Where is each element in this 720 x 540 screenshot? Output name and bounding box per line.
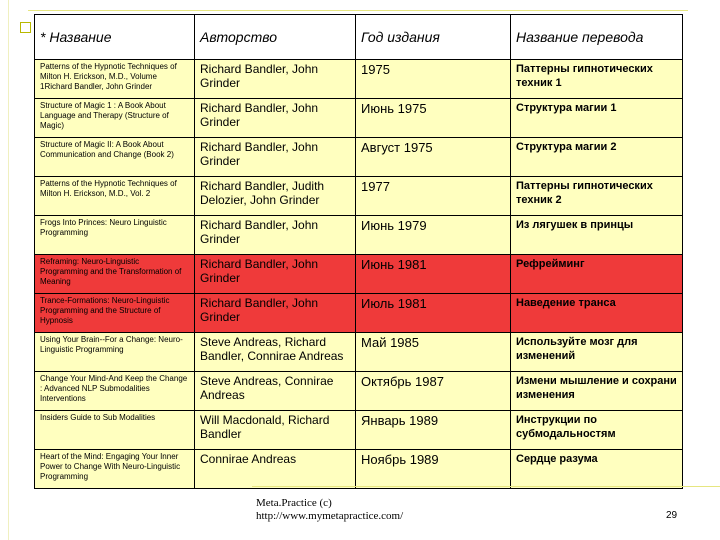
cell-year: Июнь 1981	[356, 255, 511, 294]
cell-translation: Паттерны гипнотических техник 2	[511, 177, 683, 216]
cell-author: Richard Bandler, John Grinder	[195, 138, 356, 177]
cell-title: Using Your Brain--For a Change: Neuro-Linguistic Programming	[35, 333, 195, 372]
cell-title: Structure of Magic 1 : A Book About Language and Therapy (Structure of Magic)	[35, 99, 195, 138]
cell-translation: Используйте мозг для изменений	[511, 333, 683, 372]
cell-author: Richard Bandler, John Grinder	[195, 60, 356, 99]
cell-year: 1977	[356, 177, 511, 216]
cell-year: Август 1975	[356, 138, 511, 177]
cell-year: 1975	[356, 60, 511, 99]
table-row	[35, 450, 683, 489]
footer-line-1: Meta.Practice (c)	[256, 497, 332, 509]
header-author: Авторство	[195, 15, 356, 60]
footer-rule	[252, 486, 720, 487]
cell-year: Ноябрь 1989	[356, 450, 511, 489]
cell-title: Patterns of the Hypnotic Techniques of Milton H. Erickson, M.D., Vol. 2	[35, 177, 195, 216]
cell-year: Июнь 1975	[356, 99, 511, 138]
cell-translation: Инструкции по субмодальностям	[511, 411, 683, 450]
cell-translation: Структура магии 1	[511, 99, 683, 138]
cell-translation: Рефрейминг	[511, 255, 683, 294]
slide-bullet-square	[20, 22, 31, 33]
table-row	[35, 216, 683, 255]
cell-author: Steve Andreas, Richard Bandler, Connirae Andreas	[195, 333, 356, 372]
cell-title: Frogs Into Princes: Neuro Linguistic Programming	[35, 216, 195, 255]
cell-translation: Измени мышление и сохрани изменения	[511, 372, 683, 411]
table-row	[35, 138, 683, 177]
cell-translation: Структура магии 2	[511, 138, 683, 177]
nlp-books-table	[34, 14, 683, 489]
table-row	[35, 255, 683, 294]
cell-year: Июль 1981	[356, 294, 511, 333]
cell-translation: Наведение транса	[511, 294, 683, 333]
table-header-row	[35, 15, 683, 60]
table-row	[35, 372, 683, 411]
top-guide-line	[28, 10, 688, 11]
header-translation: Название перевода	[511, 15, 683, 60]
table-row	[35, 177, 683, 216]
cell-title: Heart of the Mind: Engaging Your Inner Power to Change With Neuro-Linguistic Programming	[35, 450, 195, 489]
page-number: 29	[666, 510, 678, 521]
cell-year: Январь 1989	[356, 411, 511, 450]
cell-author: Richard Bandler, John Grinder	[195, 294, 356, 333]
cell-title: Patterns of the Hypnotic Techniques of Milton H. Erickson, M.D., Volume 1Richard Bandler, John Grinder	[35, 60, 195, 99]
cell-translation: Сердце разума	[511, 450, 683, 489]
header-title: * Название	[35, 15, 195, 60]
footer-copyright	[256, 497, 403, 523]
cell-title: Insiders Guide to Sub Modalities	[35, 411, 195, 450]
left-guide-line	[8, 0, 9, 540]
cell-author: Steve Andreas, Connirae Andreas	[195, 372, 356, 411]
cell-author: Richard Bandler, John Grinder	[195, 255, 356, 294]
cell-title: Trance-Formations: Neuro-Linguistic Programming and the Structure of Hypnosis	[35, 294, 195, 333]
cell-title: Reframing: Neuro-Linguistic Programming and the Transformation of Meaning	[35, 255, 195, 294]
cell-author: Connirae Andreas	[195, 450, 356, 489]
table-row	[35, 60, 683, 99]
table-row	[35, 411, 683, 450]
table-row	[35, 294, 683, 333]
cell-author: Will Macdonald, Richard Bandler	[195, 411, 356, 450]
footer-url: http://www.mymetapractice.com/	[256, 510, 404, 522]
header-year: Год издания	[356, 15, 511, 60]
cell-translation: Паттерны гипнотических техник 1	[511, 60, 683, 99]
cell-year: Октябрь 1987	[356, 372, 511, 411]
cell-author: Richard Bandler, Judith Delozier, John Grinder	[195, 177, 356, 216]
cell-translation: Из лягушек в принцы	[511, 216, 683, 255]
cell-year: Май 1985	[356, 333, 511, 372]
table-body	[35, 60, 683, 489]
cell-title: Structure of Magic II: A Book About Communication and Change (Book 2)	[35, 138, 195, 177]
table-row	[35, 99, 683, 138]
cell-author: Richard Bandler, John Grinder	[195, 216, 356, 255]
cell-year: Июнь 1979	[356, 216, 511, 255]
cell-title: Change Your Mind-And Keep the Change : Advanced NLP Submodalities Interventions	[35, 372, 195, 411]
cell-author: Richard Bandler, John Grinder	[195, 99, 356, 138]
table-row	[35, 333, 683, 372]
